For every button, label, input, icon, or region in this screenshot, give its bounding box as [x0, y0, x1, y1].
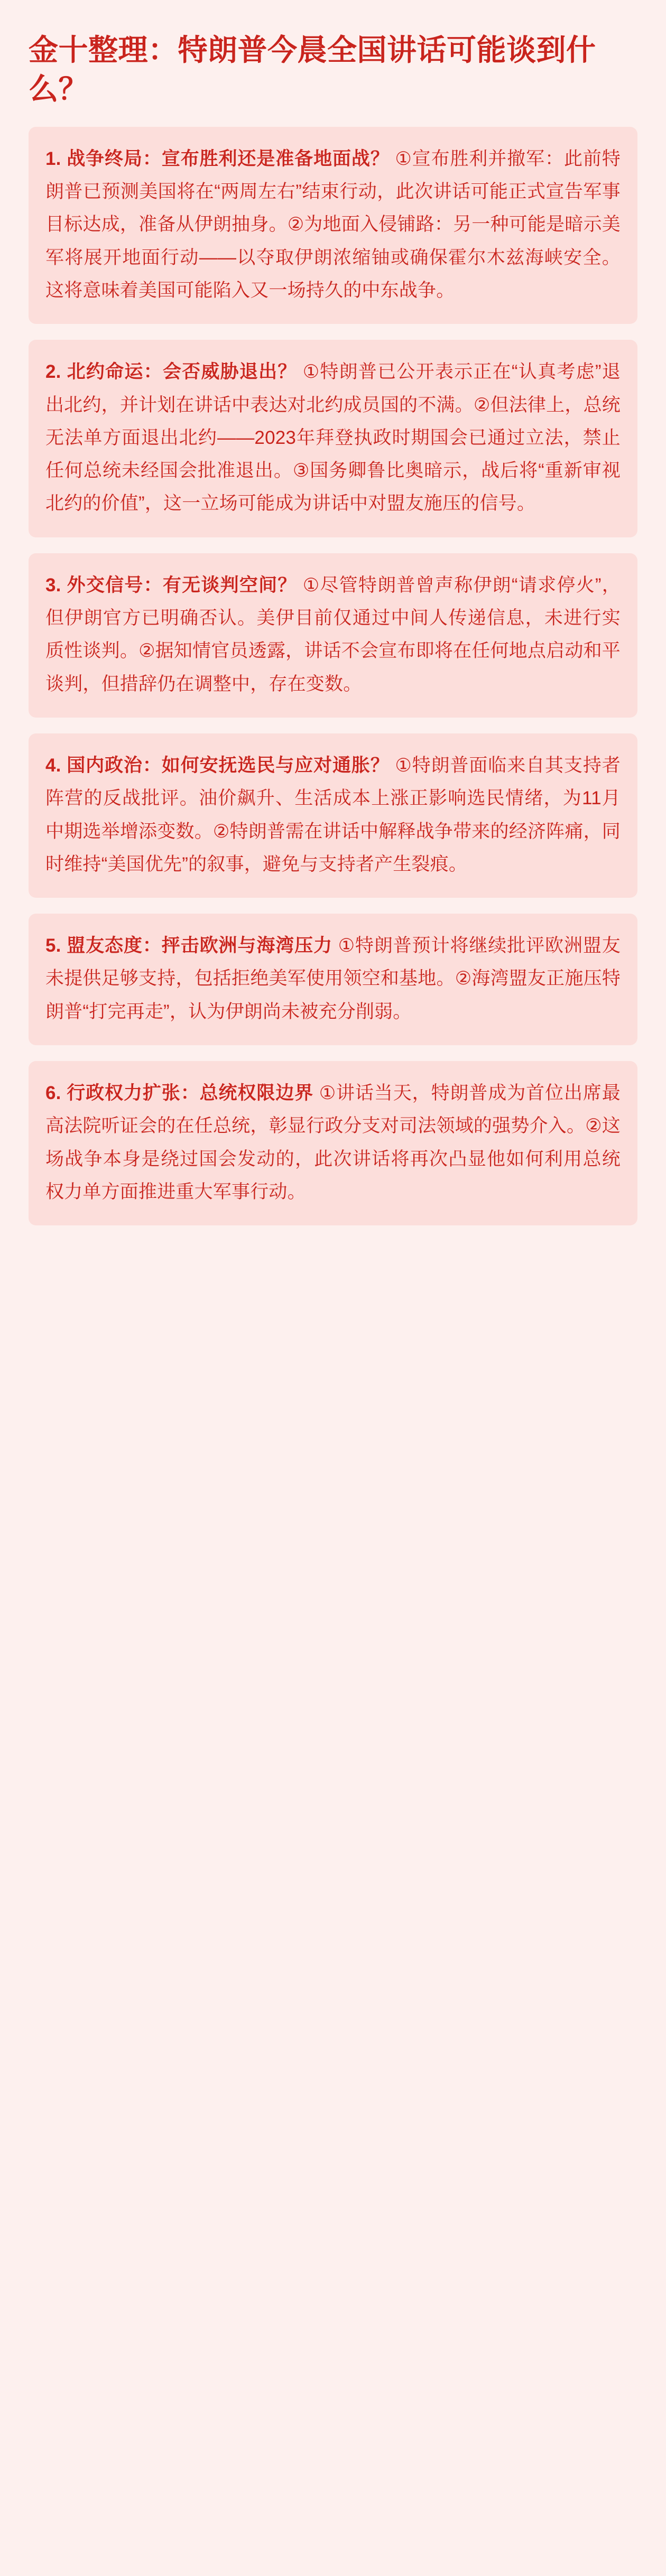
section-heading-3: 3. 外交信号：有无谈判空间？ — [45, 574, 297, 596]
section-card-6 — [29, 1061, 637, 1225]
section-heading-1: 1. 战争终局：宣布胜利还是准备地面战？ — [45, 148, 390, 169]
section-heading-2: 2. 北约命运：会否威胁退出？ — [45, 361, 297, 383]
section-body-3: ①尽管特朗普曾声称伊朗“请求停火”，但伊朗官方已明确否认。美伊目前仅通过中间人传递信息，未进行实质性谈判。②据知情官员透露，讲话不会宣布即将在任何地点启动和平谈判，但措辞仍在调整中，存在变数。 — [45, 574, 621, 694]
section-heading-6: 6. 行政权力扩张：总统权限边界 — [45, 1083, 314, 1104]
section-card-1 — [29, 127, 637, 324]
section-body-2: ①特朗普已公开表示正在“认真考虑”退出北约，并计划在讲话中表达对北约成员国的不满。②但法律上，总统无法单方面退出北约——2023年拜登执政时期国会已通过立法，禁止任何总统未经国会批准退出。③国务卿鲁比奥暗示，战后将“重新审视北约的价值”，这一立场可能成为讲话中对盟友施压的信号。 — [45, 361, 621, 514]
page-title: 金十整理：特朗普今晨全国讲话可能谈到什么？ — [29, 33, 596, 106]
section-card-3 — [29, 553, 637, 718]
section-body-6: ①讲话当天，特朗普成为首位出席最高法院听证会的在任总统，彰显行政分支对司法领域的强势介入。②这场战争本身是绕过国会发动的，此次讲话将再次凸显他如何利用总统权力单方面推进重大军事行动。 — [45, 1083, 621, 1202]
section-card-2 — [29, 340, 637, 537]
section-heading-5: 5. 盟友态度：抨击欧洲与海湾压力 — [45, 935, 332, 956]
section-body-5: ①特朗普预计将继续批评欧洲盟友未提供足够支持，包括拒绝美军使用领空和基地。②海湾盟友正施压特朗普“打完再走”，认为伊朗尚未被充分削弱。 — [45, 935, 621, 1022]
section-card-5 — [29, 914, 637, 1045]
section-card-4 — [29, 733, 637, 898]
section-heading-4: 4. 国内政治：如何安抚选民与应对通胀？ — [45, 755, 390, 776]
section-body-1: ①宣布胜利并撤军：此前特朗普已预测美国将在“两周左右”结束行动，此次讲话可能正式宣告军事目标达成，准备从伊朗抽身。②为地面入侵铺路：另一种可能是暗示美军将展开地面行动——以夺取伊朗浓缩铀或确保霍尔木兹海峡安全。这将意味着美国可能陷入又一场持久的中东战争。 — [45, 148, 621, 301]
section-body-4: ①特朗普面临来自其支持者阵营的反战批评。油价飙升、生活成本上涨正影响选民情绪，为11月中期选举增添变数。②特朗普需在讲话中解释战争带来的经济阵痛，同时维持“美国优先”的叙事，避免与支持者产生裂痕。 — [45, 755, 621, 875]
